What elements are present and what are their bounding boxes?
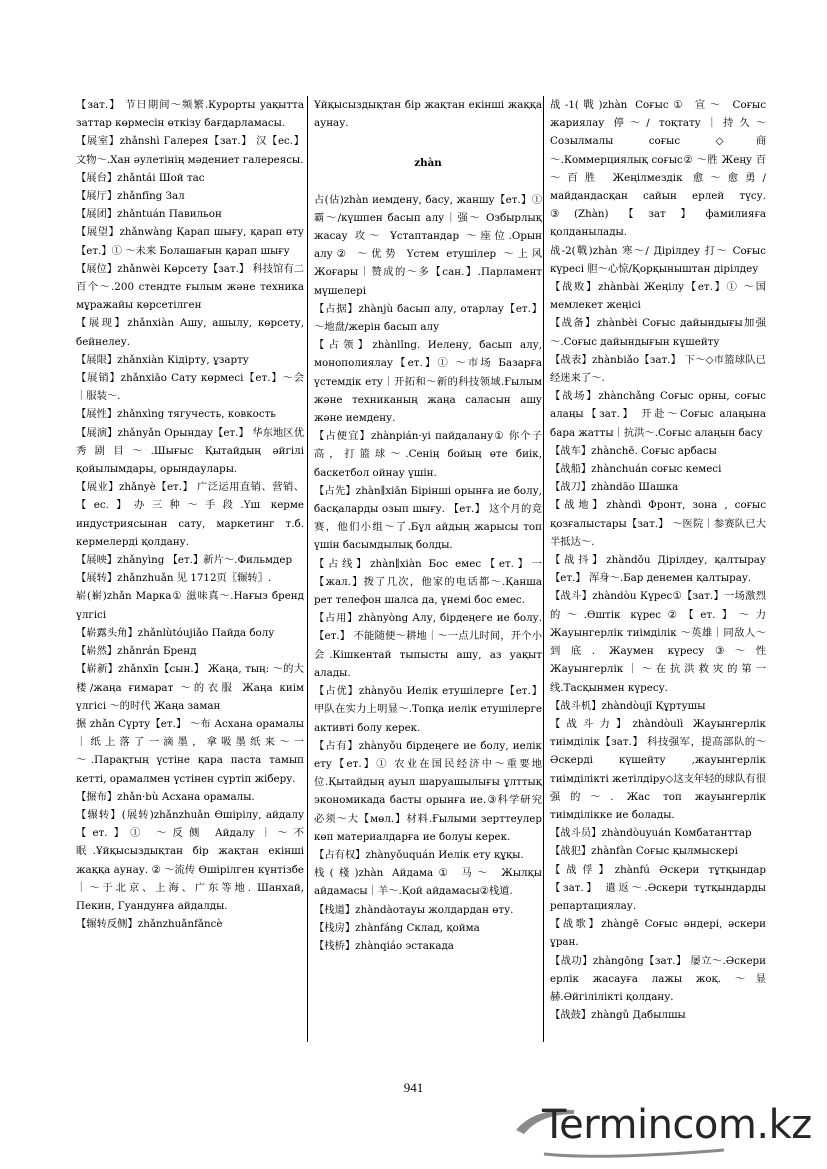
page-number: 941 [403, 1080, 424, 1095]
dictionary-entry: 【崭然】zhǎnrán Бренд [76, 645, 197, 658]
dictionary-entry: 【占用】zhànyòng Алу, бірдеңеге ие болу.【ет.】 不能随便～耕地｜～一点儿时间，开个小会.Кішкентай тыпысты ашу, аз уақыт алады. [314, 612, 542, 679]
dictionary-entry: 栈(棧)zhàn Айдама① 马～ Жылқы айдамасы｜羊～.Қой айдамасы②栈道. [314, 867, 542, 898]
dictionary-entry: 【展室】zhǎnshì Галерея【зат.】 汉【ес.】文物～.Хан әулетінің мәдениет галереясы. [76, 135, 304, 166]
dictionary-entry: 战-1(戰)zhàn Соғыс① 宣～ Соғыс жариялау 停～/ тоқтату｜持久～ Созылмалы соғыс ◇商～.Коммерциялық соғыс② ～胜 Жеңу 百～百胜 Жеңілмездік 愈～愈勇/майдандасқан сайын ерлей түсу. ③(Zhàn)【зат】фамилияға қолданылады. [550, 99, 766, 239]
column-divider [543, 96, 544, 1042]
dictionary-entry: 【搌布】zhǎn·bù Асхана орамалы. [76, 790, 255, 803]
dictionary-entry: 【栈桥】zhànqiáo эстакада [314, 939, 454, 952]
dictionary-entry: 【战歌】zhàngē Соғыс әндерi, әскери ұран. [550, 918, 766, 949]
dictionary-entry: 【占便宜】zhànpián·yi пайдалану① 你个子高，打篮球～.Сенің бойың өте биік, баскетбол ойнау үшін. [314, 430, 542, 479]
dictionary-entry: 【展销】zhǎnxiāo Сату көрмесі【ет.】～会｜服装～. [76, 372, 304, 403]
dictionary-entry: 【占先】zhàn∥xiān Бірінші орынға ие болу, басқаларды озып шығу. 【ет.】 这个月的竞赛，他们小组～了.Бұл айдың жарысы топ үшін басымдылық болды. [314, 484, 542, 552]
dictionary-entry: 【展团】zhǎntuán Павильон [76, 208, 222, 221]
column-divider [307, 96, 308, 1042]
dictionary-entry: 占(佔)zhàn иемдену, басу, жаншу【ет.】① 霸～/күшпен басып алу｜强～ Озбырлық жасау 攻～ Ұстаптандар ～座位.Орын алу② ～优势 Үстем етушілер ～上风 Жоғары｜赞成的～多【сан.】.Парламент мүшелері [314, 193, 542, 297]
dictionary-entry: 【占有】zhànyǒu бірдеңеге ие болу, иелік ету【ет.】① 农业在国民经济中～重要地位.Қытайдың ауыл шаруашылығы ұлттық экономикада басты орынға ие.③科学研究必须～大【мөл.】材料.Ғылыми зерттеулер көп материалдарға ие болуы керек. [314, 739, 542, 843]
dictionary-entry: 【战斗员】zhàndòuyuán Комбатанттар [550, 827, 752, 840]
dictionary-entry: 【展限】zhǎnxiàn Кідірту, ұзарту [76, 353, 249, 366]
dictionary-entry: 【辗转】(展转)zhǎnzhuǎn Өшірілу, айдалу【ет.】① ～反侧 Айдалу｜～不眠.Ұйқысыздықтан бір жақтан екінші жаққа аунау. ② ～流传 Өшірілген күнтізбе｜～于北京、上海、广东等地. Шанхай, Пекин, Гуандунға айдалды. [76, 808, 304, 912]
dictionary-entry: 【зат.】 节日期间～频繁.Курорты уақытта заттар көрмесін өткізу бағдарламасы. [76, 99, 304, 130]
dictionary-entry: 【战斗机】zhàndòujī Құртушы [550, 699, 706, 712]
dictionary-entry: 【展业】zhǎnyè【ет.】 广泛运用直销、营销、【ес.】办三种～手段.Үш керме индустриясынан сату, маркетинг т.б. кермелерді қолдану. [76, 481, 304, 548]
column-right [550, 96, 766, 1024]
dictionary-entry: 【战斗力】zhàndòulì Жауынгерлік тиімділік【зат.】 科技强军，提高部队的～ Әскерді күшейту ,жауынгерлік тиімділікті жетілдіру◇这支年轻的球队有很强的～. Жас топ жауынгерлік тиімділікке ие болады. [550, 717, 766, 821]
dictionary-entry: 【栈房】zhànfáng Склад, қойма [314, 921, 480, 934]
column-middle [314, 96, 542, 955]
dictionary-entry: 【展台】zhǎntái Шой тас [76, 171, 205, 184]
dictionary-entry: 【战犯】zhànfàn Соғыс қылмыскері [550, 845, 738, 858]
dictionary-entry: 崭(嶄)zhǎn Марка① 滋味真～.Нағыз бренд үлгісі [76, 590, 304, 621]
logo-text: Termincom.kz [542, 1102, 812, 1148]
dictionary-entry: 战-2(戰)zhàn 寒～/ Дірілдеу 打～ Соғыс күресі 胆～心惊/Қорқыныштан дірілдеу [550, 244, 766, 275]
column-left [76, 96, 304, 933]
dictionary-entry: 【崭新】zhǎnxīn【сын.】 Жаңа, тың: ～的大楼/жаңа ғимарат ～的衣服 Жаңа киім үлгісі ～的时代 Жаңа заман [76, 663, 304, 712]
dictionary-entry: 【展转】zhǎnzhuǎn 见 1712页〖辗转〗. [76, 572, 272, 585]
dictionary-entry: 【占领】zhànlǐng. Иелену, басып алу, монополиялау【ет.】① ～市场 Базарға үстемдік ету｜开拓和～新的科技领域.Ғылым және техниканың жаңа саласын ашу және иемдену. [314, 339, 542, 425]
dictionary-entry: 【崭露头角】zhǎnlùtóujiǎo Пайда болу [76, 626, 275, 639]
dictionary-entry: 【辗转反侧】zhǎnzhuǎnfǎncè [76, 918, 223, 931]
dictionary-entry: Ұйқысыздықтан бір жақтан екінші жаққа аунау. [314, 99, 542, 130]
dictionary-entry: 【展位】zhǎnwèi Көрсету【зат.】 科技馆有二百个～.200 стендте ғылым және техника мұражайы көрсетілген [76, 262, 304, 312]
dictionary-entry: 【战斗】zhàndòu Күрес①【зат.】一场激烈的～.Өштік күрес②【ет.】～力 Жауынгерлік тиімділік ～英雄｜同敌人～到底. Жаумен күресу③～性 Жауынгерлік｜～在抗洪救灾的第一线.Тасқынмен күресу. [550, 590, 766, 694]
dictionary-entry: 【战车】zhànchē. Соғыс арбасы [550, 444, 717, 457]
dictionary-entry: 【战船】zhànchuán соғыс кемесі [550, 463, 722, 476]
dictionary-entry: 【展现】zhǎnxiàn Ашу, ашылу, көрсету, бейнелеу. [76, 317, 304, 348]
dictionary-entry: 【战场】zhànchǎng Соғыс орны, соғыс алаңы【зат.】 开赴～Соғыс алаңына бара жатты｜抗洪～.Соғыс алаңын басу [550, 390, 766, 439]
dictionary-entry: 【占据】zhànjù басып алу, отарлау【ет.】 ～地盘/жерін басып алу [314, 302, 542, 334]
dictionary-entry: 【占有权】zhànyǒuquán Иелік ету құқы. [314, 848, 524, 861]
dictionary-entry: 【战刀】zhàndāo Шашка [550, 481, 679, 494]
dictionary-entry: 【展厅】zhǎnfīng Зал [76, 190, 185, 203]
termincom-logo [514, 1100, 814, 1160]
dictionary-entry: 【栈道】zhàndàoтауы жолдардан өту. [314, 903, 514, 916]
dictionary-entry: 【战备】zhànbèi Соғыс дайындығы加强～.Соғыс дайындығын күшейту [550, 317, 766, 348]
section-heading: zhàn [414, 157, 442, 170]
dictionary-entry: 【战地】zhàndì Фронт, зона , соғыс қозғалыстары【зат.】 ～医院｜参赛队已大半抵达～. [550, 499, 766, 548]
dictionary-entry: 【展演】zhǎnyǎn Орындау【ет.】 华东地区优秀剧目～.Шығыс Қытайдың әйгілі қойылымдары, орындаулары. [76, 426, 304, 476]
dictionary-entry: 【战抖】zhàndǒu Дірілдеу, қалтырау【ет.】 浑身～.Бар денемен қалтырау. [550, 554, 766, 585]
dictionary-entry: 【战表】zhànbiǎo【зат.】 下～◇市篮球队已经迷来了～. [550, 353, 766, 385]
dictionary-entry: 【战鼓】zhàngǔ Дабылшы [550, 1009, 686, 1022]
dictionary-entry: 【战功】zhàngōng【зат.】 屡立～.Әскери ерлік жасауға лажы жоқ. ～显赫.Әйгілілікті қолдану. [550, 954, 766, 1003]
dictionary-entry: 【展性】zhǎnxìng тягучесть, ковкость [76, 408, 276, 421]
dictionary-entry: 【占优】zhànyōu Иелік етушілерге【ет.】 甲队在实力上明显～.Топқа иелік етушілерге активті болу керек. [314, 685, 542, 734]
dictionary-entry: 【战俘】zhànfú Әскери тұтқындар【зат.】 遣返～.Әскери тұтқындарды репартациялау. [550, 863, 766, 912]
dictionary-entry: 【展望】zhǎnwàng Қарап шығу, қарап өту【ет.】① ～未来 Болашағын қарап шығу [76, 226, 304, 257]
dictionary-entry: 【展映】zhǎnyìng 【ет.】新片～.Фильмдер [76, 554, 293, 567]
dictionary-entry: 【战败】zhànbài Жеңілу【ет.】① ～国 мемлекет жеңісі [550, 281, 766, 312]
dictionary-entry: 搌 zhǎn Сүрту【ет.】 ～布 Асхана орамалы｜纸上落了一滴墨，拿吸墨纸来～一～.Парақтың үстіне қара паста тамып кетті, орамалмен үстінен сүртіп жіберу. [76, 717, 304, 785]
dictionary-entry: 【占线】zhàn∥xiàn Бос емес【ет.】一【жал.】拨了几次，他家的电话都～.Қанша рет телефон шалса да, үнемі бос емес. [314, 557, 542, 607]
